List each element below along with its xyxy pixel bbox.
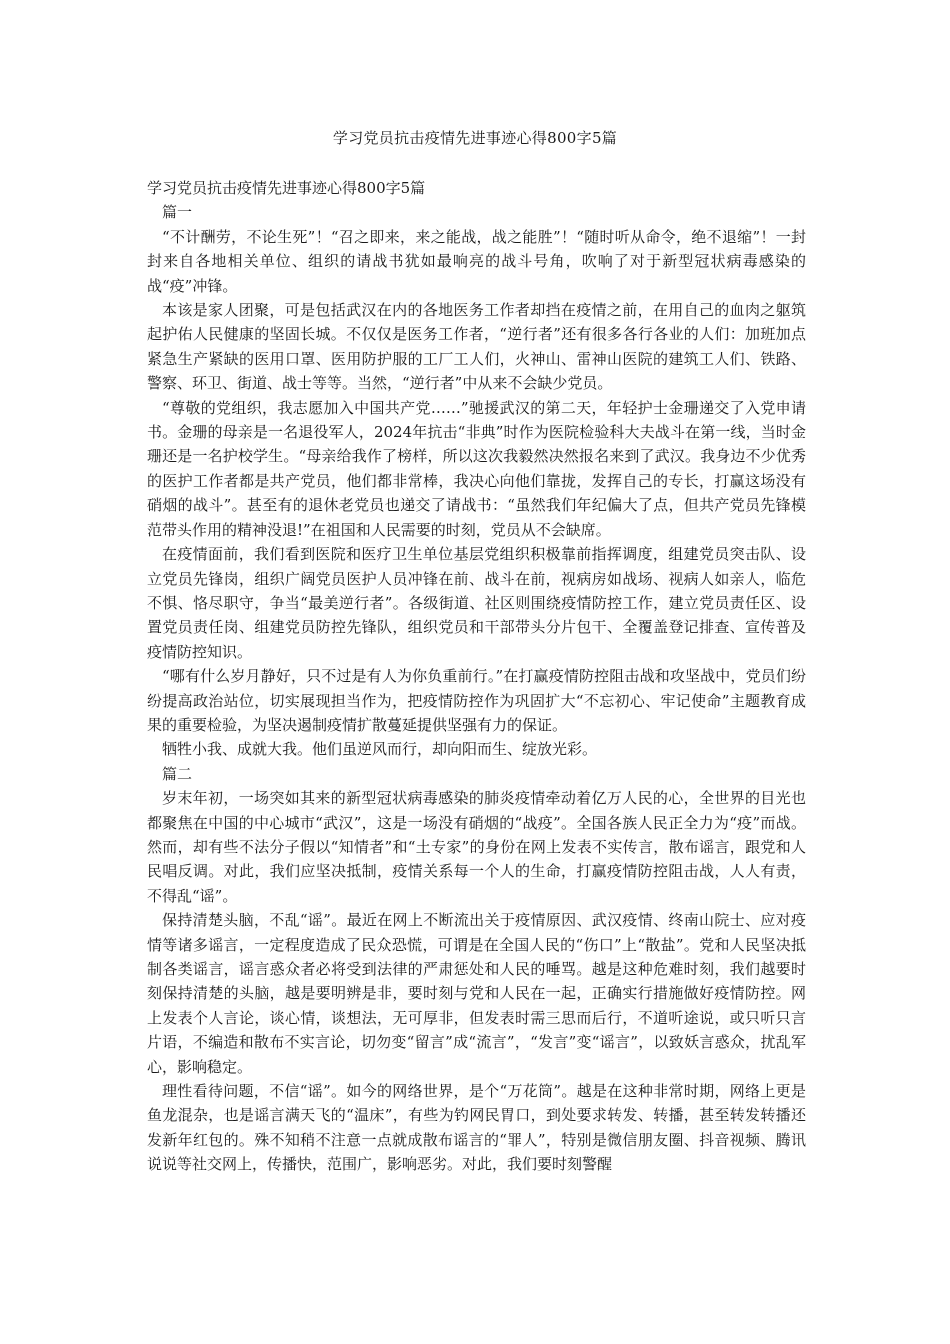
page-title: 学习党员抗击疫情先进事迹心得800字5篇 (332, 129, 618, 147)
section-heading: 篇二 (162, 764, 193, 783)
paragraph: 岁末年初，一场突如其来的新型冠状病毒感染的肺炎疫情牵动着亿万人民的心，全世界的目光也都聚焦在中国的中心城市“武汉”，这是一场没有硝烟的“战疫”。全国各族人民正全力为“疫”而战。然而，却有些不法分子假以“知情者”和“土专家”的身份在网上发表不实传言，散布谣言，跟党和人民唱反调。对此，我们应坚决抵制，疫情关系每一个人的生命，打赢疫情防控阻击战，人人有责，不得乱“谣”。 (147, 789, 806, 905)
paragraph: 牺牲小我、成就大我。他们虽逆风而行，却向阳而生、绽放光彩。 (162, 740, 598, 759)
paragraph: 保持清楚头脑，不乱“谣”。最近在网上不断流出关于疫情原因、武汉疫情、终南山院士、应对疫情等诸多谣言，一定程度造成了民众恐慌，可谓是在全国人民的“伤口”上“散盐”。党和人民坚决抵制各类谣言，谣言惑众者必将受到法律的严肃惩处和人民的唾骂。越是这种危难时刻，我们越要时刻保持清楚的头脑，越是要明辨是非，要时刻与党和人民在一起，正确实行措施做好疫情防控。网上发表个人言论，谈心情，谈想法，无可厚非，但发表时需三思而后行，不道听途说，或只听只言片语，不编造和散布不实言论，切勿变“留言”成“流言”，“发言”变“谣言”，以致妖言惑众，扰乱军心，影响稳定。 (147, 911, 806, 1076)
paragraph: 本该是家人团聚，可是包括武汉在内的各地医务工作者却挡在疫情之前，在用自己的血肉之躯筑起护佑人民健康的坚固长城。不仅仅是医务工作者，“逆行者”还有很多各行各业的人们：加班加点紧急生产紧缺的医用口罩、医用防护服的工厂工人们，火神山、雷神山医院的建筑工人们、铁路、警察、环卫、街道、战士等等。当然，“逆行者”中从来不会缺少党员。 (147, 301, 806, 393)
paragraph: 理性看待问题，不信“谣”。如今的网络世界，是个“万花筒”。越是在这种非常时期，网络上更是鱼龙混杂，也是谣言满天飞的“温床”，有些为钓网民胃口，到处要求转发、转播，甚至转发转播还发新年红包的。殊不知稍不注意一点就成散布谣言的“罪人”，特别是微信朋友圈、抖音视频、腾讯说说等社交网上，传播快，范围广，影响恶劣。对此，我们要时刻警醒 (147, 1082, 806, 1174)
document-body (147, 176, 806, 1177)
paragraph: “不计酬劳，不论生死”！“召之即来，来之能战，战之能胜”！“随时听从命令，绝不退缩”！一封封来自各地相关单位、组织的请战书犹如最响亮的战斗号角，吹响了对于新型冠状病毒感染的战“疫”冲锋。 (147, 227, 806, 295)
paragraph: “哪有什么岁月静好，只不过是有人为你负重前行。”在打赢疫情防控阻击战和攻坚战中，党员们纷纷提高政治站位，切实展现担当作为，把疫情防控作为巩固扩大“不忘初心、牢记使命”主题教育成果的重要检验，为坚决遏制疫情扩散蔓延提供坚强有力的保证。 (147, 667, 806, 734)
section-heading: 篇一 (162, 203, 193, 222)
paragraph: 在疫情面前，我们看到医院和医疗卫生单位基层党组织积极靠前指挥调度，组建党员突击队、设立党员先锋岗，组织广阔党员医护人员冲锋在前、战斗在前，视病房如战场、视病人如亲人，临危不惧、恪尽职守，争当“最美逆行者”。各级街道、社区则围绕疫情防控工作，建立党员责任区、设置党员责任岗、组建党员防控先锋队，组织党员和干部带头分片包干、全覆盖登记排查、宣传普及疫情防控知识。 (147, 545, 806, 661)
paragraph: “尊敬的党组织，我志愿加入中国共产党……”驰援武汉的第二天，年轻护士金珊递交了入党申请书。金珊的母亲是一名退役军人，2024年抗击“非典”时作为医院检验科大夫战斗在第一线，当时金珊还是一名护校学生。“母亲给我作了榜样，所以这次我毅然决然报名来到了武汉。我身边不少优秀的医护工作者都是共产党员，他们都非常棒，我决心向他们靠拢，发挥自己的专长，打赢这场没有硝烟的战斗”。甚至有的退休老党员也递交了请战书：“虽然我们年纪偏大了点，但共产党员先锋模范带头作用的精神没退!”在祖国和人民需要的时刻，党员从不会缺席。 (147, 398, 806, 539)
document-subtitle: 学习党员抗击疫情先进事迹心得800字5篇 (147, 179, 426, 197)
